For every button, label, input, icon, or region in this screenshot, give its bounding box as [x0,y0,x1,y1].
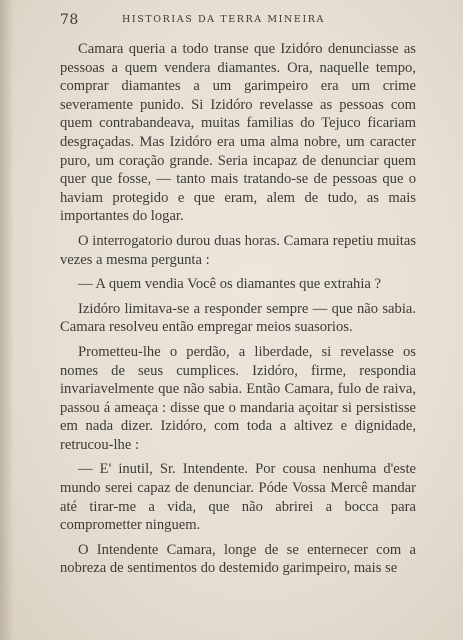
body-text [60,40,416,584]
page-number: 78 [60,12,79,28]
paragraph-2: O interrogatorio durou duas horas. Camara repetiu muitas vezes a mesma pergunta : [60,232,416,268]
paragraph-5: Prometteu-lhe o perdão, a liberdade, si revelasse os nomes de seus cumplices. Izidóro, firme, respondia invariavelmente que não sabia. Então Camara, fulo de raiva, passou á ameaça : disse que o mandaria açoitar si persistisse em nada dizer. Izidóro, com toda a altivez e dignidade, retrucou-lhe : [60,343,416,453]
paragraph-1: Camara queria a todo transe que Izidóro denunciasse as pessoas a quem vendera diamantes. Ora, naquelle tempo, comprar diamantes a um garimpeiro era um crime severamente punido. Si Izidóro revelasse as pessoas com quem contrabandeava, muitas familias do Tejuco ficariam desgraçadas. Mas Izidóro era uma alma nobre, um caracter puro, um coração grande. Seria incapaz de denunciar quem quer que fosse, — tanto mais tratando-se de pessoas que o haviam protegido e que eram, alem de tudo, as mais importantes do logar. [60,41,416,225]
paragraph-4: Izidóro limitava-se a responder sempre — que não sabia. Camara resolveu então empregar meios suasorios. [60,300,416,336]
page-header [60,10,453,30]
running-title: HISTORIAS DA TERRA MINEIRA [122,14,326,25]
paragraph-6: — E' inutil, Sr. Intendente. Por cousa nenhuma d'este mundo serei capaz de denunciar. Póde Vossa Mercê mandar até tirar-me a vida, que não abrirei a bocca para comprometter ninguem. [60,461,416,534]
paragraph-3: — A quem vendia Você os diamantes que extrahia ? [78,276,382,293]
paragraph-7: O Intendente Camara, longe de se enternecer com a nobreza de sentimentos do destemido garimpeiro, mais se [60,541,416,577]
